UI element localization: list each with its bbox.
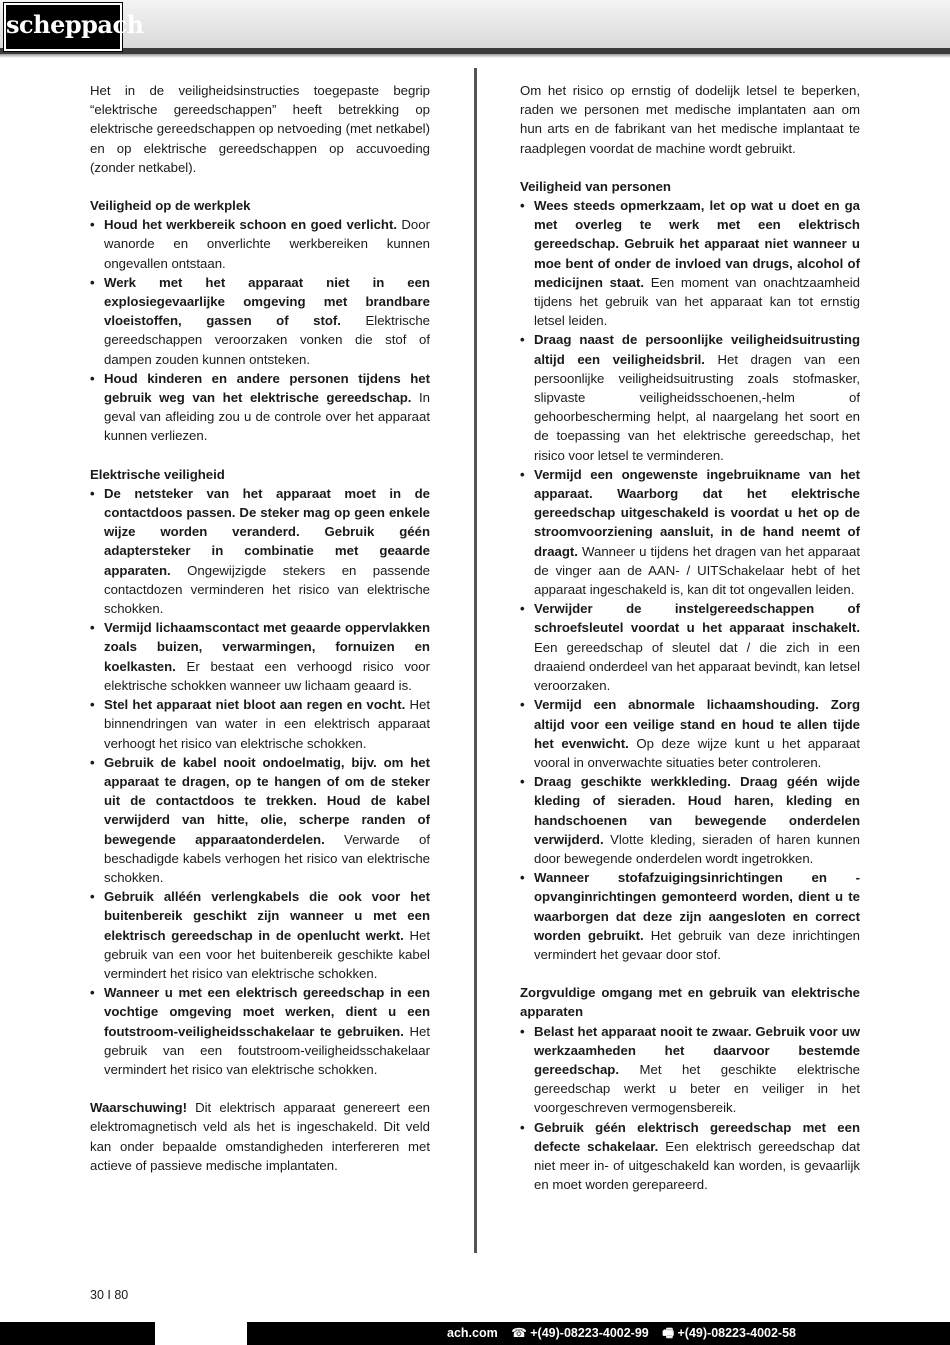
list-item-bold: Belast het apparaat nooit te zwaar. Gebruik voor uw werkzaamheden het daarvoor bestemde gereedschap.: [534, 1023, 860, 1077]
list-item-text: Ongewijzigde stekers en passende contactdozen verminderen het risico van elektrische schokken.: [104, 562, 430, 617]
list-item-text: Het gebruik van deze inrichtingen vermindert het gevaar door stof.: [534, 927, 860, 962]
list-item: [520, 599, 860, 695]
list-item-bold: Vermijd lichaamscontact met geaarde oppervlakken zoals buizen, verwarmingen, fornuizen en koelkasten.: [104, 620, 430, 674]
page-number: 30 I 80: [90, 1288, 129, 1302]
list-item-text: Op deze wijze kunt u het apparaat vooral in onverwachte situaties beter controleren.: [534, 735, 860, 770]
electrical-list: [90, 484, 430, 1079]
persons-list: [520, 196, 860, 964]
logo-text: scheppach: [6, 10, 144, 39]
list-item-text: Elektrische gereedschappen veroorzaken vonken die stof of dampen zouden kunnen ontsteken.: [104, 313, 430, 367]
warning-label: Waarschuwing!: [90, 1100, 187, 1116]
list-item-text: Wanneer u tijdens het dragen van het apparaat de vinger aan de AAN- / UITSchakelaar hebt of het apparaat ingeschakeld is, kan dit tot ongevallen leiden.: [534, 543, 860, 598]
warning-text: Dit elektrisch apparaat genereert een elektromagnetisch veld als het is ingeschakeld. Dit veld kan onder bepaalde omstandigheden interfereren met actieve of passieve medische implantaten.: [90, 1100, 430, 1173]
right-column: [520, 81, 860, 1194]
list-item-bold: Verwijder de instelgereedschappen of schroefsleutel voordat u het apparaat inschakelt.: [534, 601, 860, 636]
list-item: [520, 196, 860, 330]
column-divider: [474, 68, 477, 1253]
list-item: [90, 695, 430, 753]
list-item-bold: Vermijd een ongewenste ingebruikname van het apparaat. Waarborg dat het elektrische gereedschap uitgeschakeld is voordat u het op de stroomvoorziening aansluit, in de hand neemt of draagt.: [534, 466, 860, 559]
list-item-text: Verwarde of beschadigde kabels verhogen het risico van elektrische schokken.: [104, 831, 430, 885]
list-item-bold: Wanneer u met een elektrisch gereedschap in een vochtige omgeving moet werken, dient u een foutstroom-veiligheidsschakelaar te gebruiken.: [104, 985, 430, 1039]
list-item-text: Een gereedschap of sleutel dat / die zich in een draaiend onderdeel van het apparaat bevindt, kan letsel veroorzaken.: [534, 639, 860, 694]
footer-gap: [155, 1322, 247, 1345]
section-heading-electrical: Elektrische veiligheid: [90, 466, 225, 482]
list-item-bold: Draag geschikte werkkleding. Draag géén wijde kleding of sieraden. Houd haren, kleding en handschoenen van bewegende onderdelen verwijderd.: [534, 774, 860, 847]
list-item-bold: Wanneer stofafzuigingsinrichtingen en -opvanginrichtingen gemonteerd worden, dient u te waarborgen dat deze zijn aangesloten en correct worden gebruikt.: [534, 870, 860, 943]
workplace-list: [90, 215, 430, 445]
list-item: [90, 484, 430, 618]
list-item-text: Een moment van onachtzaamheid tijdens het gebruik van het apparaat kan tot ernstig letsel leiden.: [534, 274, 860, 329]
list-item: [520, 330, 860, 464]
list-item-bold: Draag naast de persoonlijke veiligheidsuitrusting altijd een veiligheidsbril.: [534, 332, 860, 367]
footer-contact: [437, 1324, 796, 1345]
list-item-bold: De netsteker van het apparaat moet in de contactdoos passen. De steker mag op geen enkele wijze worden veranderd. Gebruik géén adaptersteker in combinatie met geaarde apparaten.: [104, 485, 430, 578]
scheppach-logo: [4, 3, 144, 51]
list-item-bold: Gebruik alléén verlengkabels die ook voor het buitenbereik geschikt zijn wanneer u met een elektrisch gereedschap in de openlucht werkt.: [104, 889, 430, 943]
list-item: [520, 1118, 860, 1195]
list-item-text: Het gebruik van een voor het buitenbereik geschikte kabel vermindert het risico van elektrische schokken.: [104, 927, 431, 981]
list-item-text: Een elektrisch gereedschap dat niet meer in- of uitgeschakeld kan worden, is gevaarlijk en moet worden gerepareerd.: [534, 1138, 861, 1193]
list-item: [520, 868, 860, 964]
section-heading-careful-use: Zorgvuldige omgang met en gebruik van elektrische apparaten: [520, 985, 860, 1020]
list-item-text: Vlotte kleding, sieraden of haren kunnen door bewegende onderdelen wordt ingetrokken.: [534, 831, 860, 866]
intro-paragraph: Het in de veiligheidsinstructies toegepaste begrip “elektrische gereedschappen” heeft betrekking op elektrische gereedschappen op netvoeding (met netkabel) en op elektrische gereedschappen op accuvoeding (zonder netkabel).: [90, 83, 430, 175]
list-item-bold: Gebruik géén elektrisch gereedschap met een defecte schakelaar.: [534, 1119, 860, 1154]
list-item-text: Met het geschikte elektrische gereedschap werkt u beter en veiliger in het voorgeschreven vermogensbereik.: [534, 1061, 860, 1116]
footer-website: ach.com: [447, 1326, 498, 1340]
list-item-bold: Gebruik de kabel nooit ondoelmatig, bijv. om het apparaat te dragen, op te hangen of om de steker uit de contactdoos te trekken. Houd de kabel verwijderd van hitte, olie, scherpe randen of bewegende apparaatonderdelen.: [104, 754, 430, 847]
list-item: [90, 369, 430, 446]
list-item-bold: Werk met het apparaat niet in een explosiegevaarlijke omgeving met brandbare vloeistoffen, gassen of stof.: [104, 274, 430, 329]
list-item-text: In geval van afleiding zou u de controle over het apparaat kunnen verliezen.: [104, 390, 430, 444]
list-item-text: Door wanorde en onverlichte werkbereiken kunnen ongevallen ontstaan.: [104, 217, 430, 271]
footer-fax: 🖷 +(49)-08223-4002-58: [662, 1326, 796, 1340]
left-column: [90, 81, 430, 1175]
footer-phone: ☎ +(49)-08223-4002-99: [511, 1326, 649, 1340]
list-item: [90, 618, 430, 695]
list-item-text: Het gebruik van een foutstroom-veiligheidsschakelaar vermindert het risico van elektrische schokken.: [104, 1023, 431, 1077]
list-item-text: Het dragen van een persoonlijke veiligheidsuitrusting zoals stofmasker, slipvaste veiligheidsschoenen,-helm of gehoorbescherming helpt, al naargelang het soort en de toepassing van het elektrische gereedschap, het risico voor letsel te verminderen.: [534, 351, 860, 463]
list-item: [90, 753, 430, 887]
list-item: [90, 887, 430, 983]
section-heading-workplace: Veiligheid op de werkplek: [90, 198, 251, 214]
careful-use-list: [520, 1022, 860, 1195]
list-item-bold: Vermijd een abnormale lichaamshouding. Zorg altijd voor een veilige stand en houd te allen tijde het evenwicht.: [534, 697, 860, 751]
list-item-text: Er bestaat een verhoogd risico voor elektrische schokken wanneer uw lichaam geaard is.: [104, 658, 430, 693]
list-item: [520, 772, 860, 868]
list-item: [520, 1022, 860, 1118]
list-item: [520, 465, 860, 599]
list-item: [90, 215, 430, 273]
list-item-bold: Wees steeds opmerkzaam, let op wat u doet en ga met overleg te werk met een elektrisch gereedschap. Gebruik het apparaat niet wanneer u moe bent of onder de invloed van drugs, alcohol of medicijnen staat.: [534, 198, 860, 290]
list-item: [520, 695, 860, 772]
section-heading-persons: Veiligheid van personen: [520, 178, 671, 194]
list-item-bold: Houd het werkbereik schoon en goed verlicht.: [104, 217, 398, 233]
implant-paragraph: Om het risico op ernstig of dodelijk letsel te beperken, raden we personen met medische implantaten aan om hun arts en de fabrikant van het medische implantaat te raadplegen voordat de machine wordt gebruikt.: [520, 83, 860, 156]
list-item-bold: Stel het apparaat niet bloot aan regen en vocht.: [104, 697, 406, 713]
list-item: [90, 273, 430, 369]
list-item: [90, 983, 430, 1079]
warning-paragraph: [90, 1098, 430, 1175]
list-item-bold: Houd kinderen en andere personen tijdens het gebruik weg van het elektrische gereedschap.: [104, 370, 430, 406]
list-item-text: Het binnendringen van water in een elektrisch apparaat verhoogt het risico van elektrische schokken.: [104, 697, 430, 751]
header-shadow: [0, 54, 950, 58]
